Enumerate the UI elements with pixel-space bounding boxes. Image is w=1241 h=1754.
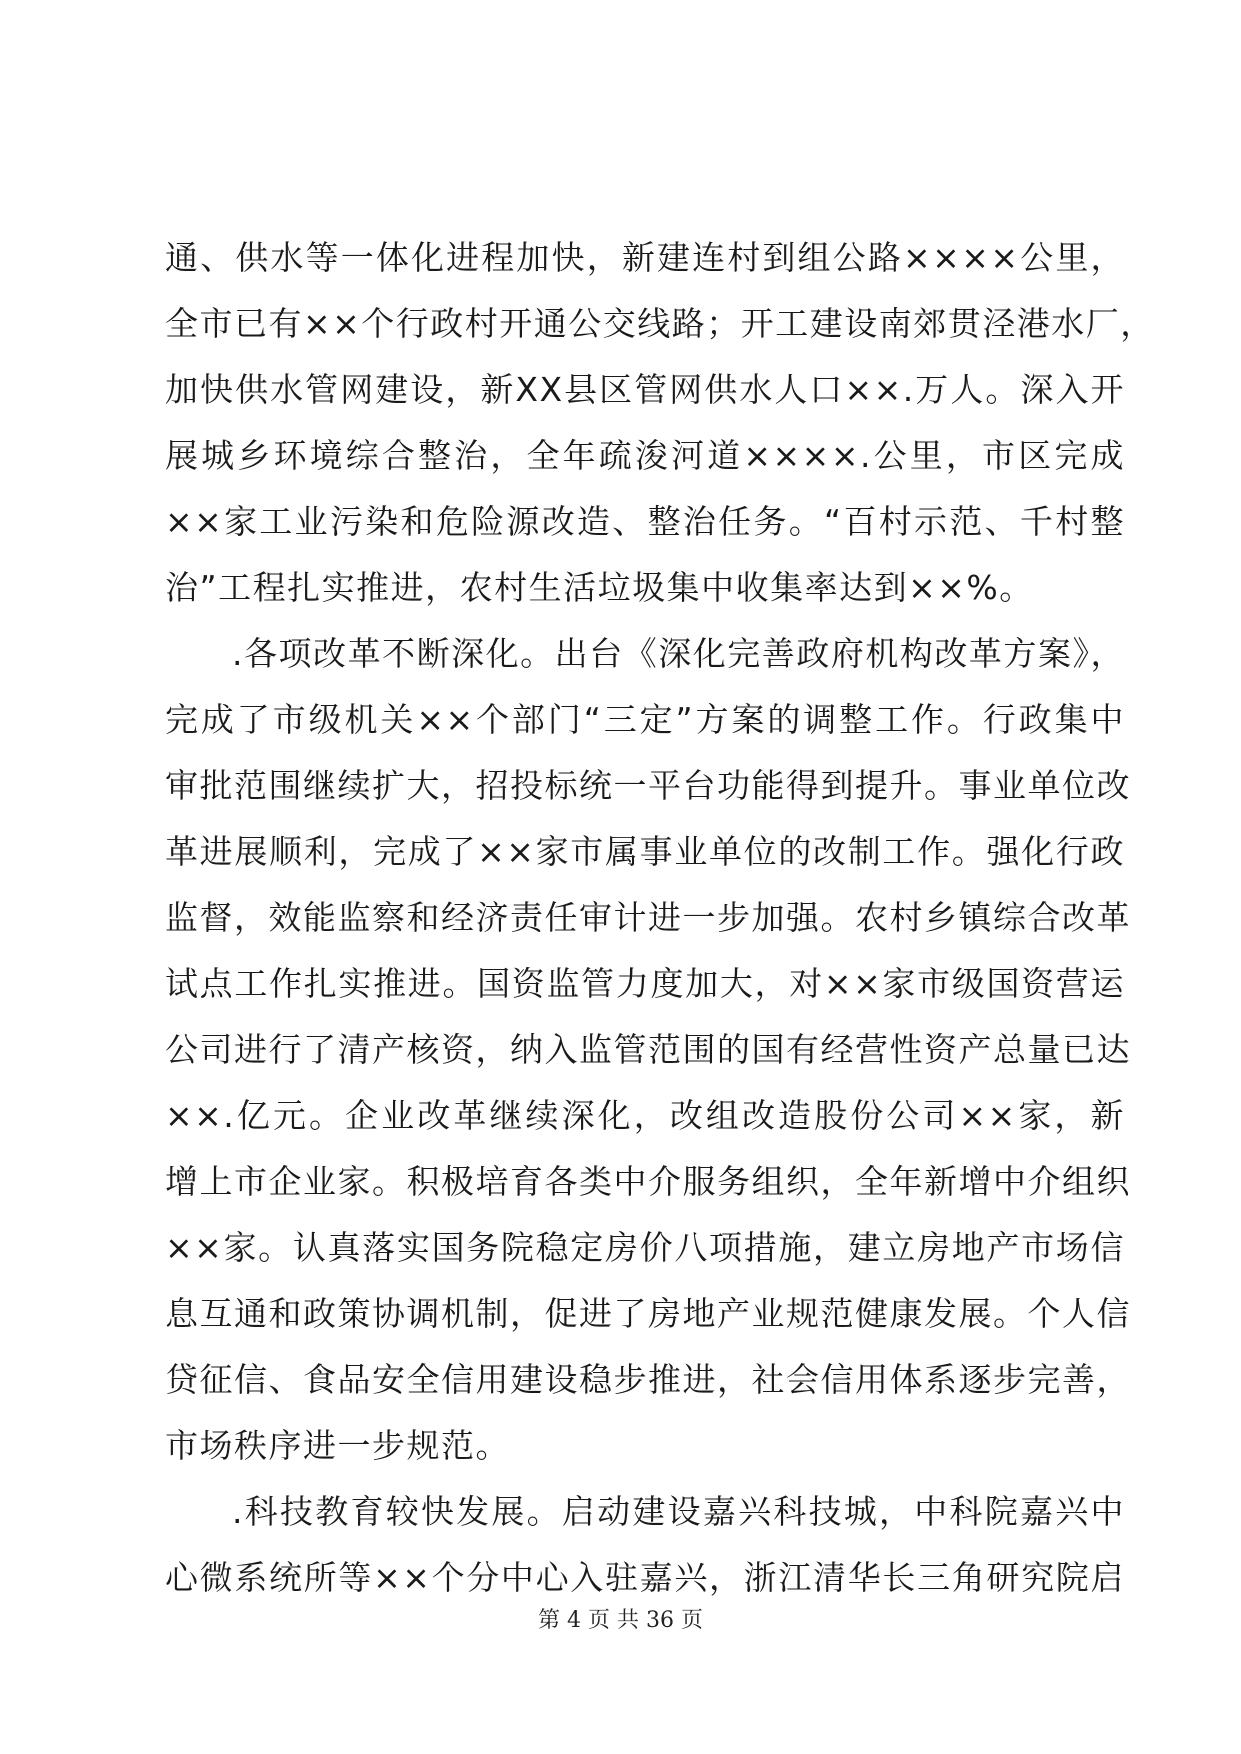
text-line: ××家工业污染和危险源改造、整治任务。“百村示范、千村整 [165, 502, 1125, 541]
text-line: 治”工程扎实推进，农村生活垃圾集中收集率达到××%。 [165, 568, 1034, 607]
text-line: 加快供水管网建设，新XX县区管网供水人口××.万人。深入开 [165, 370, 1125, 409]
paragraph-start: .各项改革不断深化。出台《深化完善政府机构改革方案》， [232, 634, 1125, 673]
text-line: 监督，效能监察和经济责任审计进一步加强。农村乡镇综合改革 [165, 898, 1131, 937]
text-line: ××.亿元。企业改革继续深化，改组改造股份公司××家，新 [165, 1096, 1125, 1135]
text-line: 市场秩序进一步规范。 [165, 1426, 510, 1465]
text-line: 心微系统所等××个分中心入驻嘉兴，浙江清华长三角研究院启 [165, 1558, 1125, 1597]
text-line: 公司进行了清产核资，纳入监管范围的国有经营性资产总量已达 [165, 1030, 1131, 1069]
paragraph-start: .科技教育较快发展。启动建设嘉兴科技城，中科院嘉兴中 [232, 1492, 1125, 1531]
text-line: 息互通和政策协调机制，促进了房地产业规范健康发展。个人信 [165, 1294, 1131, 1333]
text-line: 审批范围继续扩大，招投标统一平台功能得到提升。事业单位改 [165, 766, 1131, 805]
text-line: ××家。认真落实国务院稳定房价八项措施，建立房地产市场信 [165, 1228, 1125, 1267]
text-line: 革进展顺利，完成了××家市属事业单位的改制工作。强化行政 [165, 832, 1125, 871]
page-footer: 第 4 页 共 36 页 [538, 1608, 703, 1633]
text-line: 增上市企业家。积极培育各类中介服务组织，全年新增中介组织 [165, 1162, 1131, 1201]
text-line: 展城乡环境综合整治，全年疏浚河道××××.公里，市区完成 [165, 436, 1125, 475]
text-line: 完成了市级机关××个部门“三定”方案的调整工作。行政集中 [165, 700, 1125, 739]
text-line: 通、供水等一体化进程加快，新建连村到组公路××××公里， [165, 238, 1125, 277]
text-line: 试点工作扎实推进。国资监管力度加大，对××家市级国资营运 [165, 964, 1125, 1003]
text-line: 全市已有××个行政村开通公交线路；开工建设南郊贯泾港水厂， [165, 304, 1155, 343]
text-line: 贷征信、食品安全信用建设稳步推进，社会信用体系逐步完善， [165, 1360, 1131, 1399]
